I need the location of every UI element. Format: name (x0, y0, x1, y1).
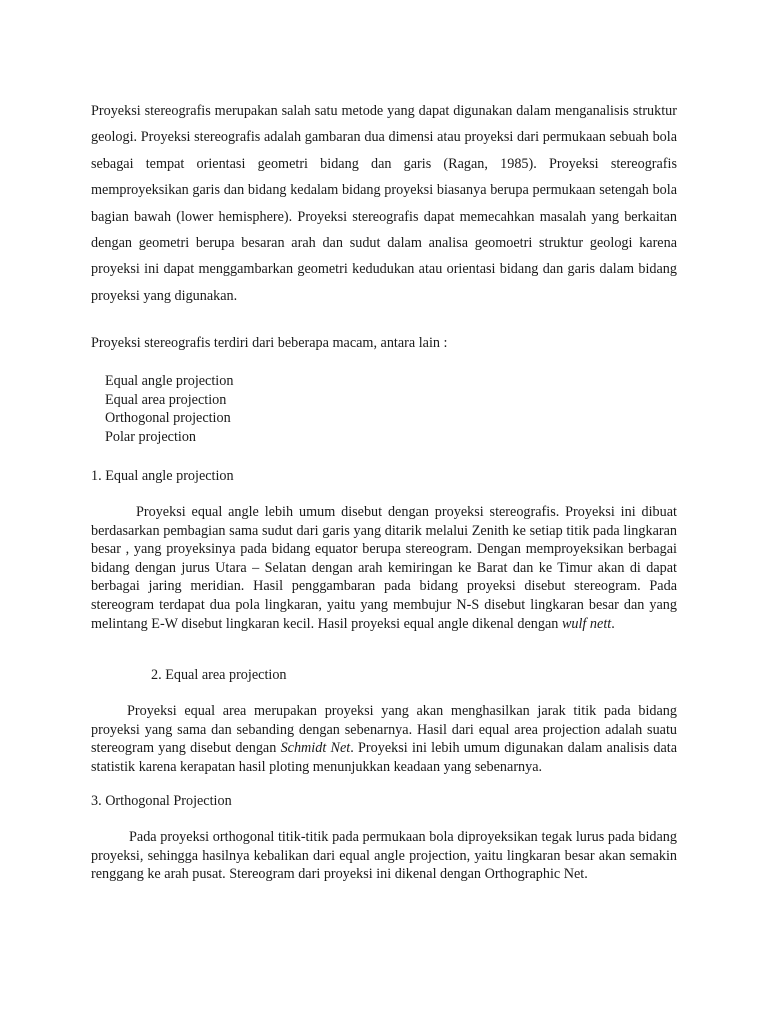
body-text: . Proyeksi ini lebih umum digunakan dalam analisis data statistik karena kerapatan hasil ploting menunjukkan keadaan yang sebenarnya. (91, 740, 677, 775)
body-text: . (611, 615, 615, 632)
body-text: Proyeksi equal area merupakan proyeksi yang akan menghasilkan jarak titik pada bidang proyeksi yang sama dan sebanding dengan sebenarnya. Hasil dari equal area projection adalah suatu stereogram yang disebut dengan (91, 703, 677, 757)
section-body-equal-angle (91, 503, 677, 633)
types-intro: Proyeksi stereografis terdiri dari beberapa macam, antara lain : (91, 335, 448, 351)
section-heading-equal-angle: 1. Equal angle projection (91, 468, 234, 484)
section-body-equal-area (91, 702, 677, 776)
section-body-orthogonal: Pada proyeksi orthogonal titik-titik pada permukaan bola diproyeksikan tegak lurus pada bidang proyeksi, sehingga hasilnya kebalikan dari equal angle projection, yaitu lingkaran besar akan semakin renggang ke arah pusat. Stereogram dari proyeksi ini dikenal dengan Orthographic Net. (91, 829, 677, 883)
section-heading-orthogonal: 3. Orthogonal Projection (91, 793, 232, 809)
list-item: Polar projection (105, 428, 197, 445)
section-heading-equal-area: 2. Equal area projection (151, 667, 287, 683)
body-text: Proyeksi equal angle lebih umum disebut dengan proyeksi stereografis. Proyeksi ini dibuat berdasarkan pembagian sama sudut dari garis yang ditarik melalui Zenith ke setiap titik pada lingkaran besar , yang proyeksinya pada bidang equator berupa stereogram. Dengan memproyeksikan berbagai bidang dengan jurus Utara – Selatan dengan arah kemiringan ke Barat dan ke Timur akan di dapat berbagai jaring meridian. Hasil penggambaran pada bidang proyeksi disebut stereogram. Pada stereogram terdapat dua pola lingkaran, yaitu yang membujur N-S disebut lingkaran besar dan yang melintang E-W disebut lingkaran kecil. Hasil proyeksi equal angle dikenal dengan (91, 504, 677, 632)
projection-types-list (105, 372, 233, 446)
list-item: Orthogonal projection (105, 410, 231, 427)
list-item: Equal area projection (105, 391, 227, 408)
italic-term: Schmidt Net (280, 740, 351, 757)
list-item: Equal angle projection (105, 373, 234, 389)
italic-term: wulf nett (561, 615, 612, 632)
intro-paragraph: Proyeksi stereografis merupakan salah satu metode yang dapat digunakan dalam menganalisis struktur geologi. Proyeksi stereografis adalah gambaran dua dimensi atau proyeksi dari permukaan sebuah bola sebagai tempat orientasi geometri bidang dan garis (Ragan, 1985). Proyeksi stereografis memproyeksikan garis dan bidang kedalam bidang proyeksi biasanya berupa permukaan setengah bola bagian bawah (lower hemisphere). Proyeksi stereografis dapat memecahkan masalah yang berkaitan dengan geometri berupa besaran arah dan sudut dalam analisa geomoetri struktur geologi karena proyeksi ini dapat menggambarkan geometri kedudukan atau orientasi bidang dan garis dalam bidang proyeksi yang digunakan. (91, 103, 677, 304)
